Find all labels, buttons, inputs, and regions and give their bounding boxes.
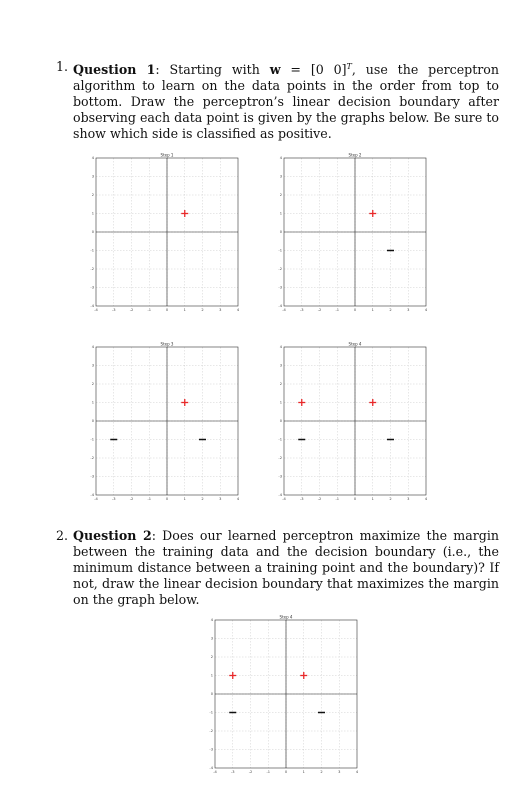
y-tick-label: -3 — [90, 285, 94, 290]
x-tick-label: -1 — [335, 308, 340, 312]
positive-point-marker — [181, 399, 188, 406]
plot-title: Step 4 — [348, 341, 362, 347]
y-tick-label: 1 — [91, 400, 94, 405]
y-tick-label: 1 — [91, 211, 94, 216]
x-tick-label: 1 — [302, 770, 305, 774]
y-tick-label: -1 — [209, 710, 213, 715]
y-tick-label: 2 — [210, 655, 213, 660]
y-tick-label: 2 — [279, 382, 282, 387]
y-tick-label: -4 — [278, 493, 282, 498]
y-tick-label: 1 — [279, 211, 282, 216]
y-tick-label: 2 — [91, 382, 94, 387]
scatter-plot-svg — [207, 614, 362, 774]
x-tick-label: -4 — [94, 497, 98, 501]
question-2 — [56, 528, 499, 608]
y-tick-label: 1 — [279, 400, 282, 405]
x-tick-label: 3 — [407, 497, 410, 501]
x-tick-label: 4 — [236, 497, 240, 501]
plot-title: Step 2 — [348, 152, 362, 158]
x-tick-label: -4 — [213, 770, 217, 774]
y-tick-label: -4 — [278, 304, 282, 309]
positive-point-marker — [181, 210, 188, 217]
x-tick-label: 0 — [353, 497, 357, 501]
x-tick-label: 4 — [355, 770, 359, 774]
x-tick-label: -2 — [129, 308, 134, 312]
x-tick-label: 1 — [371, 497, 374, 501]
plot-title: Step 1 — [160, 152, 174, 158]
y-tick-label: 2 — [91, 193, 94, 198]
x-tick-label: 4 — [236, 308, 240, 312]
positive-point-marker — [369, 399, 376, 406]
w-symbol: w — [269, 62, 281, 78]
plot-title: Step 4 — [279, 614, 293, 620]
y-tick-label: -1 — [90, 437, 94, 442]
question-1-title: Question 1 — [73, 62, 156, 78]
x-tick-label: 3 — [338, 770, 341, 774]
x-tick-label: 2 — [201, 308, 204, 312]
x-tick-label: -1 — [147, 497, 152, 501]
question-1 — [56, 59, 499, 142]
plot-step-3 — [88, 341, 243, 501]
y-tick-label: 4 — [279, 156, 282, 161]
x-tick-label: 0 — [165, 497, 169, 501]
x-tick-label: 2 — [389, 497, 392, 501]
y-tick-label: 0 — [91, 230, 94, 235]
y-tick-label: 4 — [91, 156, 94, 161]
y-tick-label: -2 — [278, 267, 282, 272]
y-tick-label: -2 — [90, 267, 94, 272]
y-tick-label: 0 — [279, 419, 282, 424]
question-2-number: 2. — [56, 528, 69, 543]
scatter-plot-svg — [88, 152, 243, 312]
question-2-title: Question 2 — [73, 528, 152, 543]
plot-step-4 — [276, 341, 431, 501]
x-tick-label: -4 — [282, 497, 286, 501]
x-tick-label: 3 — [407, 308, 410, 312]
x-tick-label: -3 — [111, 497, 116, 501]
y-tick-label: -1 — [278, 248, 282, 253]
question-2-text: Question 2: Does our learned perceptron maximize the margin between the training data and the decision boundary (i.e., the minimum distance between a training point and the boundary)? If not, draw the linear decision boundary that maximizes the margin on the graph below. — [73, 528, 499, 607]
y-tick-label: -3 — [278, 474, 282, 479]
x-tick-label: -1 — [147, 308, 152, 312]
x-tick-label: 1 — [371, 308, 374, 312]
x-tick-label: -1 — [266, 770, 271, 774]
x-tick-label: -1 — [335, 497, 340, 501]
positive-point-marker — [369, 210, 376, 217]
scatter-plot-svg — [88, 341, 243, 501]
y-tick-label: 0 — [279, 230, 282, 235]
y-tick-label: 0 — [91, 419, 94, 424]
y-tick-label: -1 — [90, 248, 94, 253]
x-tick-label: 4 — [424, 497, 428, 501]
question-1-number: 1. — [56, 59, 69, 74]
y-tick-label: -4 — [209, 766, 213, 771]
x-tick-label: 0 — [353, 308, 357, 312]
y-tick-label: 0 — [210, 692, 213, 697]
x-tick-label: -2 — [317, 308, 322, 312]
positive-point-marker — [229, 672, 236, 679]
plot-step-2 — [276, 152, 431, 312]
x-tick-label: -3 — [299, 308, 304, 312]
y-tick-label: 4 — [279, 345, 282, 350]
scatter-plot-svg — [276, 152, 431, 312]
plot-title: Step 3 — [160, 341, 174, 347]
x-tick-label: 1 — [183, 497, 186, 501]
y-tick-label: 3 — [91, 363, 94, 368]
y-tick-label: 3 — [91, 174, 94, 179]
y-tick-label: -4 — [90, 304, 94, 309]
y-tick-label: 3 — [279, 363, 282, 368]
question-1-text: Question 1: Starting with w = [0 0]$^T$, use the perceptron algorithm to learn on the data points in the order from top to bottom. Draw the perceptron’s linear decision boundary after observing each data point is given by the graphs below. Be sure to show which side is classified as positive. — [73, 62, 500, 142]
y-tick-label: 3 — [279, 174, 282, 179]
x-tick-label: -2 — [129, 497, 134, 501]
x-tick-label: 3 — [219, 308, 222, 312]
x-tick-label: 3 — [219, 497, 222, 501]
y-tick-label: 4 — [210, 618, 213, 623]
x-tick-label: 2 — [320, 770, 323, 774]
positive-point-marker — [298, 399, 305, 406]
y-tick-label: 4 — [91, 345, 94, 350]
x-tick-label: -4 — [94, 308, 98, 312]
y-tick-label: -4 — [90, 493, 94, 498]
y-tick-label: -1 — [278, 437, 282, 442]
x-tick-label: -3 — [299, 497, 304, 501]
y-tick-label: 2 — [279, 193, 282, 198]
scatter-plot-svg — [276, 341, 431, 501]
y-tick-label: -2 — [209, 729, 213, 734]
x-tick-label: 1 — [183, 308, 186, 312]
x-tick-label: 2 — [201, 497, 204, 501]
y-tick-label: 1 — [210, 673, 213, 678]
plot-question-2 — [207, 614, 362, 774]
x-tick-label: 0 — [284, 770, 288, 774]
x-tick-label: -4 — [282, 308, 286, 312]
x-tick-label: 4 — [424, 308, 428, 312]
x-tick-label: -3 — [111, 308, 116, 312]
plot-step-1 — [88, 152, 243, 312]
y-tick-label: -3 — [278, 285, 282, 290]
y-tick-label: -2 — [90, 456, 94, 461]
x-tick-label: 0 — [165, 308, 169, 312]
x-tick-label: 2 — [389, 308, 392, 312]
x-tick-label: -2 — [248, 770, 253, 774]
x-tick-label: -2 — [317, 497, 322, 501]
positive-point-marker — [300, 672, 307, 679]
y-tick-label: -2 — [278, 456, 282, 461]
y-tick-label: -3 — [90, 474, 94, 479]
x-tick-label: -3 — [230, 770, 235, 774]
y-tick-label: -3 — [209, 747, 213, 752]
y-tick-label: 3 — [210, 636, 213, 641]
